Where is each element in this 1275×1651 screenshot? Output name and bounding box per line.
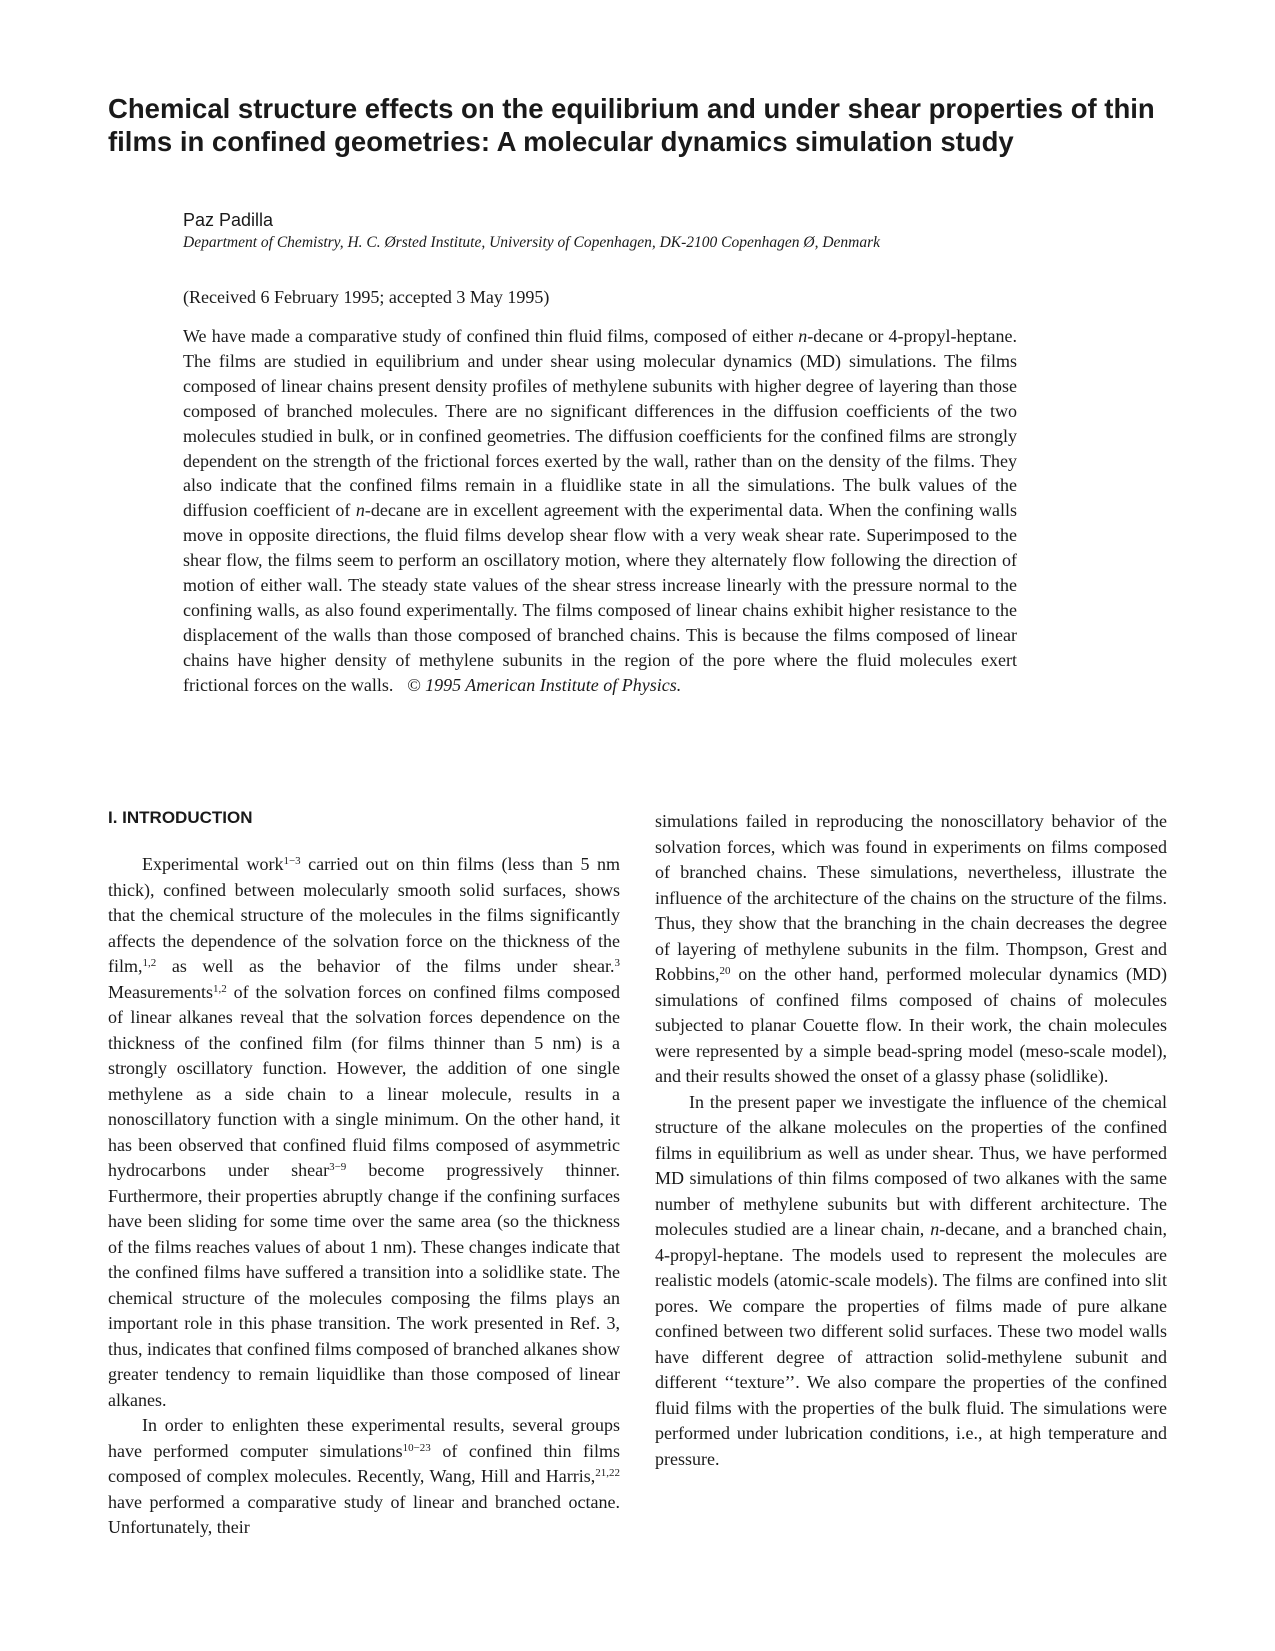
- paragraph-text: have performed a comparative study of linear and branched octane. Unfortunately, their: [108, 1491, 620, 1537]
- paragraph-text: -decane, and a branched chain, 4-propyl-heptane. The models used to represent the molecules are realistic models (atomic-scale models). The films are confined into slit pores. We compare the properties of films made of pure alkane confined between two different solid surfaces. These two model walls have different degree of attraction solid-methylene subunit and different ‘‘texture’’. We also compare the properties of the confined fluid films with the properties of the bulk fluid. The simulations were performed under lubrication conditions, i.e., at high temperature and pressure.: [655, 1219, 1167, 1469]
- abstract: [183, 324, 1017, 698]
- paragraph-text: of the solvation forces on confined films composed of linear alkanes reveal that the solvation forces dependence on the thickness of the confined film (for films thinner than 5 nm) is a strongly oscillatory function. However, the addition of one single methylene as a side chain to a linear molecule, results in a nonoscillatory function with a single minimum. On the other hand, it has been observed that confined fluid films composed of asymmetric hydrocarbons under shear: [108, 981, 620, 1180]
- paragraph-text: of confined thin films composed of complex molecules. Recently, Wang, Hill and Harris,: [108, 1440, 620, 1486]
- intro-paragraph-3: [655, 1090, 1167, 1473]
- right-column: [655, 809, 1167, 1472]
- abstract-italic-n: n: [355, 500, 365, 521]
- paper-title: Chemical structure effects on the equilibrium and under shear properties of thin films in confined geometries: A molecular dynamics simulation study: [108, 93, 1155, 157]
- paragraph-text: In the present paper we investigate the influence of the chemical structure of the alkane molecules on the properties of the confined films in equilibrium as well as under shear. Thus, we have performed MD simulations of thin films composed of two alkanes with the same number of methylene subunits but with different architecture. The molecules studied are a linear chain,: [655, 1091, 1167, 1239]
- paragraph-text: In order to enlighten these experimental results, several groups have performed computer simulations: [108, 1415, 620, 1461]
- paragraph-text: simulations failed in reproducing the nonoscillatory behavior of the solvation forces, which was found in experiments on films composed of branched chains. These simulations, nevertheless, illustrate the influence of the architecture of the chains on the structure of the films. Thus, they show that the branching in the chain decreases the degree of layering of methylene subunits in the film. Thompson, Grest and Robbins,: [655, 811, 1167, 984]
- intro-paragraph-2: [108, 1413, 620, 1541]
- abstract-italic-n: n: [798, 326, 808, 346]
- copyright-notice: © 1995 American Institute of Physics.: [406, 674, 682, 695]
- reference-citation: 20: [719, 965, 731, 977]
- intro-paragraph-2-continued: [655, 809, 1167, 1090]
- reference-citation: 1,2: [212, 982, 227, 995]
- reference-citation: 21,22: [595, 1467, 620, 1479]
- intro-paragraph-1: [108, 852, 620, 1413]
- reference-citation: 3−9: [329, 1161, 347, 1173]
- paragraph-text: become progressively thinner. Furthermore, their properties abruptly change if the confining surfaces have been sliding for some time over the same area (so the thickness of the films reaches values of about 1 nm). These changes indicate that the confined films have suffered a transition into a solidlike state. The chemical structure of the molecules composing the films plays an important role in this phase transition. The work presented in Ref. 3, thus, indicates that confined films composed of branched alkanes show greater tendency to remain liquidlike than those composed of linear alkanes.: [108, 1160, 620, 1410]
- author-affiliation: Department of Chemistry, H. C. Ørsted Institute, University of Copenhagen, DK-2100 Copenhagen Ø, Denmark: [183, 234, 880, 251]
- author-name: Paz Padilla: [183, 210, 274, 230]
- section-heading-introduction: I. INTRODUCTION: [108, 808, 253, 827]
- paragraph-text: carried out on thin films (less than 5 nm thick), confined between molecularly smooth solid surfaces, shows that the chemical structure of the molecules in the films significantly affects the dependence of the solvation force on the thickness of the film,: [108, 854, 620, 976]
- abstract-text: We have made a comparative study of confined thin fluid films, composed of either: [183, 326, 799, 346]
- reference-citation: 1−3: [283, 855, 301, 867]
- abstract-text: -decane or 4-propyl-heptane. The films are studied in equilibrium and under shear using molecular dynamics (MD) simulations. The films composed of linear chains present density profiles of methylene subunits with higher degree of layering than those composed of branched molecules. There are no significant differences in the diffusion coefficients of the two molecules studied in bulk, or in confined geometries. The diffusion coefficients for the confined films are strongly dependent on the strength of the frictional forces exerted by the wall, rather than on the density of the films. They also indicate that the confined films remain in a fluidlike state in all the simulations. The bulk values of the diffusion coefficient of: [183, 326, 1017, 521]
- reference-citation: 1,2: [142, 957, 157, 969]
- reference-citation: 3: [614, 957, 620, 969]
- paragraph-text: Experimental work: [142, 854, 284, 874]
- left-column: [108, 852, 620, 1541]
- reference-citation: 10−23: [402, 1441, 431, 1454]
- paragraph-text: as well as the behavior of the films under shear.: [156, 956, 615, 976]
- paragraph-text: on the other hand, performed molecular dynamics (MD) simulations of confined films composed of chains of molecules subjected to planar Couette flow. In their work, the chain molecules were represented by a simple bead-spring model (meso-scale model), and their results showed the onset of a glassy phase (solidlike).: [655, 964, 1167, 1086]
- received-dates: (Received 6 February 1995; accepted 3 May 1995): [183, 287, 550, 307]
- abstract-text: -decane are in excellent agreement with the experimental data. When the confining walls move in opposite directions, the fluid films develop shear flow with a very weak shear rate. Superimposed to the shear flow, the films seem to perform an oscillatory motion, where they alternately flow following the direction of motion of either wall. The steady state values of the shear stress increase linearly with the pressure normal to the confining walls, as also found experimentally. The films composed of linear chains exhibit higher resistance to the displacement of the walls than those composed of branched chains. This is because the films composed of linear chains have higher density of methylene subunits in the region of the pore where the fluid molecules exert frictional forces on the walls.: [183, 500, 1017, 695]
- italic-n: n: [930, 1219, 940, 1239]
- paragraph-text: Measurements: [108, 981, 213, 1002]
